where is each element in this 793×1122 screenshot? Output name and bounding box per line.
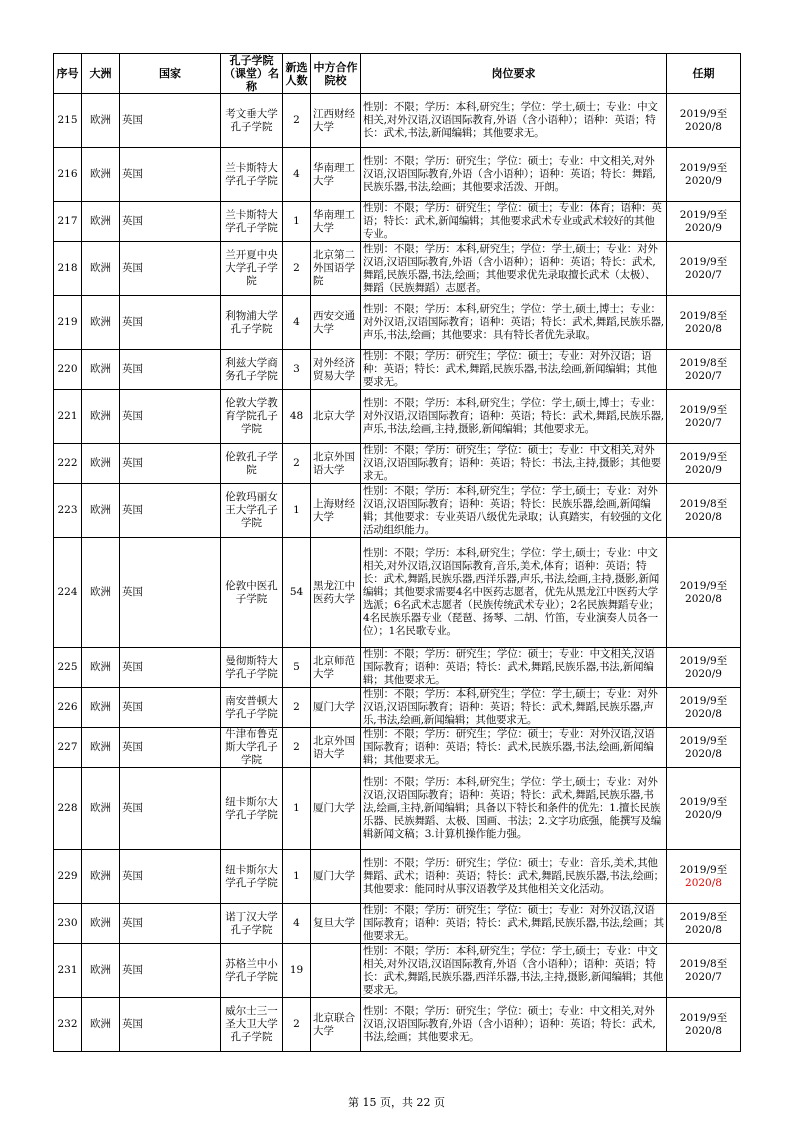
row-institute: 纽卡斯尔大学孔子学院	[221, 768, 283, 850]
row-country: 英国	[120, 850, 221, 904]
row-term	[667, 998, 741, 1052]
term-end: 2020/9	[685, 463, 722, 476]
table-row	[54, 944, 741, 998]
row-country: 英国	[120, 94, 221, 148]
row-partner: 厦门大学	[311, 688, 361, 728]
row-requirements: 性别：不限；学历：研究生；学位：硕士；专业：对外汉语,汉语国际教育；语种：英语；特长：武术,舞蹈,民族乐器,书法,绘画；其他要求无。	[361, 904, 667, 944]
row-institute: 兰卡斯特大学孔子学院	[221, 148, 283, 202]
page-footer: 第 15 页，共 22 页	[348, 1096, 445, 1109]
row-number: 230	[54, 904, 82, 944]
table-row	[54, 296, 741, 350]
row-country: 英国	[120, 390, 221, 444]
row-partner: 厦门大学	[311, 768, 361, 850]
row-country: 英国	[120, 148, 221, 202]
row-partner: 华南理工大学	[311, 148, 361, 202]
row-continent: 欧洲	[82, 944, 120, 998]
term-end: 2020/7	[685, 268, 722, 281]
row-term	[667, 94, 741, 148]
row-country: 英国	[120, 998, 221, 1052]
term-start: 2019/8至	[679, 497, 728, 510]
row-number: 232	[54, 998, 82, 1052]
header-no: 序号	[54, 54, 82, 94]
term-end: 2020/8	[685, 120, 722, 133]
row-partner: 对外经济贸易大学	[311, 350, 361, 390]
volunteer-positions-table	[53, 53, 741, 1052]
term-start: 2019/9至	[679, 450, 728, 463]
row-continent: 欧洲	[82, 296, 120, 350]
table-row	[54, 998, 741, 1052]
term-start: 2019/9至	[679, 255, 728, 268]
row-requirements: 性别：不限；学历：研究生；学位：硕士；专业：对外汉语；语种：英语；特长：武术,舞蹈,民族乐器,书法,绘画,新闻编辑；其他要求无。	[361, 350, 667, 390]
row-requirements: 性别：不限；学历：研究生；学位：硕士；专业：音乐,美术,其他舞蹈、武术；语种：英语；特长：武术,舞蹈,民族乐器,书法,绘画；其他要求：能同时从事汉语教学及其他相关文化活动。	[361, 850, 667, 904]
term-start: 2019/8至	[679, 356, 728, 369]
row-institute: 纽卡斯尔大学孔子学院	[221, 850, 283, 904]
row-requirements: 性别：不限；学历：研究生；学位：硕士；专业：中文相关,对外汉语,汉语国际教育,外语（含小语种）；语种：英语；特长：武术,书法,绘画；其他要求无。	[361, 998, 667, 1052]
term-start: 2019/9至	[679, 795, 728, 808]
row-country: 英国	[120, 728, 221, 768]
row-continent: 欧洲	[82, 94, 120, 148]
term-end: 2020/9	[685, 174, 722, 187]
row-number: 225	[54, 648, 82, 688]
term-end: 2020/8	[685, 923, 722, 936]
row-continent: 欧洲	[82, 148, 120, 202]
row-term	[667, 296, 741, 350]
row-continent: 欧洲	[82, 768, 120, 850]
row-count: 4	[283, 296, 311, 350]
table-row	[54, 768, 741, 850]
row-partner: 北京师范大学	[311, 648, 361, 688]
row-institute: 曼彻斯特大学孔子学院	[221, 648, 283, 688]
table-row	[54, 484, 741, 538]
row-country: 英国	[120, 944, 221, 998]
row-term	[667, 850, 741, 904]
row-term	[667, 728, 741, 768]
term-start: 2019/9至	[679, 863, 728, 876]
term-end: 2020/8	[685, 707, 722, 720]
row-count: 4	[283, 904, 311, 944]
row-requirements: 性别：不限；学历：研究生；学位：硕士；专业：中文相关,对外汉语,汉语国际教育；语种：英语；特长：书法,主持,摄影；其他要求无。	[361, 444, 667, 484]
row-requirements: 性别：不限；学历：研究生；学位：硕士；专业：体育；语种：英语；特长：武术,新闻编辑；其他要求武术专业或武术较好的其他专业。	[361, 202, 667, 242]
table-row	[54, 728, 741, 768]
row-count: 2	[283, 94, 311, 148]
row-number: 227	[54, 728, 82, 768]
row-institute: 利兹大学商务孔子学院	[221, 350, 283, 390]
row-count: 1	[283, 202, 311, 242]
row-count: 2	[283, 242, 311, 296]
row-partner: 黑龙江中医药大学	[311, 538, 361, 648]
header-requirements: 岗位要求	[361, 54, 667, 94]
row-number: 220	[54, 350, 82, 390]
row-country: 英国	[120, 350, 221, 390]
row-partner: 北京外国语大学	[311, 728, 361, 768]
row-institute: 伦敦中医孔子学院	[221, 538, 283, 648]
row-partner: 华南理工大学	[311, 202, 361, 242]
row-partner: 厦门大学	[311, 850, 361, 904]
term-end: 2020/8	[685, 592, 722, 605]
row-institute: 考文垂大学孔子学院	[221, 94, 283, 148]
row-continent: 欧洲	[82, 688, 120, 728]
row-continent: 欧洲	[82, 648, 120, 688]
row-number: 224	[54, 538, 82, 648]
row-continent: 欧洲	[82, 998, 120, 1052]
row-count: 5	[283, 648, 311, 688]
row-institute: 牛津布鲁克斯大学孔子学院	[221, 728, 283, 768]
row-term	[667, 904, 741, 944]
term-start: 2019/8至	[679, 957, 728, 970]
table-row	[54, 850, 741, 904]
header-institute: 孔子学院（课堂）名称	[221, 54, 283, 94]
table-row	[54, 648, 741, 688]
row-partner: 复旦大学	[311, 904, 361, 944]
row-term	[667, 148, 741, 202]
term-end: 2020/8	[685, 322, 722, 335]
term-end: 2020/8	[685, 510, 722, 523]
table-row	[54, 390, 741, 444]
term-start: 2019/9至	[679, 1011, 728, 1024]
row-country: 英国	[120, 538, 221, 648]
row-requirements: 性别：不限；学历：本科,研究生；学位：学士,硕士；专业：对外汉语,汉语国际教育,外语（含小语种）；语种：英语；特长：武术,舞蹈,民族乐器,书法,绘画；其他要求优先录取擅长武术（太极）、舞蹈（民族舞蹈）志愿者。	[361, 242, 667, 296]
row-continent: 欧洲	[82, 202, 120, 242]
row-institute: 威尔士三一圣大卫大学孔子学院	[221, 998, 283, 1052]
header-count: 新选人数	[283, 54, 311, 94]
header-continent: 大洲	[82, 54, 120, 94]
table-row	[54, 444, 741, 484]
row-institute: 伦敦玛丽女王大学孔子学院	[221, 484, 283, 538]
row-count: 19	[283, 944, 311, 998]
row-requirements: 性别：不限；学历：本科,研究生；学位：学士,硕士；专业：中文相关,对外汉语,汉语国际教育,音乐,美术,体育；语种：英语；特长：武术,舞蹈,民族乐器,西洋乐器,声乐,书法,绘画,主持,摄影,新闻编辑；其他要求需要4名中医药志愿者，优先从黑龙江中医药大学选派；6名武术志愿者（民族传统武术专业）；2名民族舞蹈专业；4名民族乐器专业（琵琶、扬琴、二胡、竹笛，专业演奏人员各一位）；1名民歌专业。	[361, 538, 667, 648]
term-start: 2019/9至	[679, 579, 728, 592]
row-requirements: 性别：不限；学历：本科,研究生；学位：学士,硕士；专业：中文相关,对外汉语,汉语国际教育,外语（含小语种）；语种：英语；特长：武术,舞蹈,民族乐器,西洋乐器,书法,主持,摄影,新闻编辑；其他要求无。	[361, 944, 667, 998]
row-number: 231	[54, 944, 82, 998]
term-end: 2020/9	[685, 808, 722, 821]
term-start: 2019/8至	[679, 309, 728, 322]
row-requirements: 性别：不限；学历：研究生；学位：硕士；专业：中文相关,对外汉语,汉语国际教育,外语（含小语种）；语种：英语；特长：舞蹈,民族乐器,书法,绘画；其他要求活泼、开朗。	[361, 148, 667, 202]
term-end: 2020/7	[685, 369, 722, 382]
row-country: 英国	[120, 904, 221, 944]
row-count: 2	[283, 998, 311, 1052]
row-requirements: 性别：不限；学历：本科,研究生；学位：学士,硕士；专业：对外汉语,汉语国际教育；语种：英语；特长：武术,舞蹈,民族乐器,声乐,书法,绘画,新闻编辑；其他要求无。	[361, 688, 667, 728]
row-partner	[311, 944, 361, 998]
row-continent: 欧洲	[82, 444, 120, 484]
row-country: 英国	[120, 768, 221, 850]
term-start: 2019/9至	[679, 208, 728, 221]
row-requirements: 性别：不限；学历：研究生；学位：硕士；专业：对外汉语,汉语国际教育；语种：英语；特长：武术,民族乐器,书法,绘画,新闻编辑；其他要求无。	[361, 728, 667, 768]
row-continent: 欧洲	[82, 390, 120, 444]
term-end: 2020/8	[685, 876, 722, 889]
row-requirements: 性别：不限；学历：本科,研究生；学位：学士,硕士,博士；专业：对外汉语,汉语国际教育；语种：英语；特长：武术,舞蹈,民族乐器,声乐,书法,绘画,主持,摄影,新闻编辑；其他要求无。	[361, 390, 667, 444]
row-partner: 上海财经大学	[311, 484, 361, 538]
row-term	[667, 688, 741, 728]
row-partner: 北京联合大学	[311, 998, 361, 1052]
term-start: 2019/9至	[679, 654, 728, 667]
row-term	[667, 768, 741, 850]
term-start: 2019/9至	[679, 403, 728, 416]
term-end: 2020/9	[685, 667, 722, 680]
row-term	[667, 390, 741, 444]
row-number: 228	[54, 768, 82, 850]
row-term	[667, 484, 741, 538]
row-country: 英国	[120, 202, 221, 242]
row-number: 217	[54, 202, 82, 242]
row-number: 215	[54, 94, 82, 148]
table-row	[54, 242, 741, 296]
term-end: 2020/7	[685, 970, 722, 983]
row-continent: 欧洲	[82, 904, 120, 944]
row-country: 英国	[120, 688, 221, 728]
term-end: 2020/8	[685, 747, 722, 760]
row-number: 221	[54, 390, 82, 444]
row-count: 48	[283, 390, 311, 444]
row-continent: 欧洲	[82, 538, 120, 648]
term-start: 2019/9至	[679, 161, 728, 174]
table-row	[54, 202, 741, 242]
term-end: 2020/9	[685, 221, 722, 234]
header-term: 任期	[667, 54, 741, 94]
term-start: 2019/9至	[679, 107, 728, 120]
row-institute: 苏格兰中小学孔子学院	[221, 944, 283, 998]
row-number: 216	[54, 148, 82, 202]
row-count: 2	[283, 688, 311, 728]
term-end: 2020/7	[685, 416, 722, 429]
row-count: 1	[283, 484, 311, 538]
term-start: 2019/9至	[679, 734, 728, 747]
row-term	[667, 444, 741, 484]
row-institute: 兰卡斯特大学孔子学院	[221, 202, 283, 242]
row-continent: 欧洲	[82, 350, 120, 390]
row-count: 1	[283, 768, 311, 850]
table-row	[54, 148, 741, 202]
row-institute: 利物浦大学孔子学院	[221, 296, 283, 350]
row-institute: 伦敦大学教育学院孔子学院	[221, 390, 283, 444]
row-number: 223	[54, 484, 82, 538]
row-number: 229	[54, 850, 82, 904]
row-country: 英国	[120, 242, 221, 296]
row-continent: 欧洲	[82, 728, 120, 768]
header-row	[54, 54, 741, 94]
term-start: 2019/8至	[679, 910, 728, 923]
row-institute: 南安普顿大学孔子学院	[221, 688, 283, 728]
row-number: 219	[54, 296, 82, 350]
table-row	[54, 688, 741, 728]
row-term	[667, 648, 741, 688]
table-row	[54, 538, 741, 648]
row-country: 英国	[120, 484, 221, 538]
row-count: 4	[283, 148, 311, 202]
row-requirements: 性别：不限；学历：本科,研究生；学位：学士,硕士,博士；专业：对外汉语,汉语国际教育；语种：英语；特长：武术,舞蹈,民族乐器,声乐,书法,绘画；其他要求：具有特长者优先录取。	[361, 296, 667, 350]
row-count: 2	[283, 728, 311, 768]
row-continent: 欧洲	[82, 484, 120, 538]
row-institute: 诺丁汉大学孔子学院	[221, 904, 283, 944]
row-count: 54	[283, 538, 311, 648]
row-requirements: 性别：不限；学历：研究生；学位：硕士；专业：中文相关,汉语国际教育；语种：英语；特长：武术,舞蹈,民族乐器,书法,新闻编辑；其他要求无。	[361, 648, 667, 688]
header-country: 国家	[120, 54, 221, 94]
row-country: 英国	[120, 648, 221, 688]
row-partner: 北京大学	[311, 390, 361, 444]
table-row	[54, 904, 741, 944]
row-institute: 兰开夏中央大学孔子学院	[221, 242, 283, 296]
row-term	[667, 350, 741, 390]
row-requirements: 性别：不限；学历：本科,研究生；学位：学士,硕士；专业：对外汉语,汉语国际教育；语种：英语；特长：民族乐器,绘画,新闻编辑；其他要求：专业英语八级优先录取；认真踏实，有较强的文化活动组织能力。	[361, 484, 667, 538]
row-term	[667, 944, 741, 998]
row-continent: 欧洲	[82, 850, 120, 904]
row-institute: 伦敦孔子学院	[221, 444, 283, 484]
row-count: 2	[283, 444, 311, 484]
row-requirements: 性别：不限；学历：本科,研究生；学位：学士,硕士；专业：中文相关,对外汉语,汉语国际教育,外语（含小语种）；语种：英语；特长：武术,书法,新闻编辑；其他要求无。	[361, 94, 667, 148]
row-count: 1	[283, 850, 311, 904]
row-country: 英国	[120, 444, 221, 484]
row-term	[667, 242, 741, 296]
row-continent: 欧洲	[82, 242, 120, 296]
row-number: 222	[54, 444, 82, 484]
row-number: 226	[54, 688, 82, 728]
row-partner: 北京第二外国语学院	[311, 242, 361, 296]
table-row	[54, 350, 741, 390]
term-start: 2019/9至	[679, 694, 728, 707]
row-partner: 西安交通大学	[311, 296, 361, 350]
row-count: 3	[283, 350, 311, 390]
header-partner: 中方合作院校	[311, 54, 361, 94]
row-partner: 北京外国语大学	[311, 444, 361, 484]
row-requirements: 性别：不限；学历：本科,研究生；学位：学士,硕士；专业：对外汉语,汉语国际教育；语种：英语；特长：武术,舞蹈,民族乐器,书法,绘画,主持,新闻编辑；具备以下特长和条件的优先：1.擅长民族乐器、民族舞蹈、太极、国画、书法；2.文字功底强，能撰写及编辑新闻文稿；3.计算机操作能力强。	[361, 768, 667, 850]
term-end: 2020/8	[685, 1024, 722, 1037]
row-term	[667, 538, 741, 648]
row-term	[667, 202, 741, 242]
row-country: 英国	[120, 296, 221, 350]
row-number: 218	[54, 242, 82, 296]
row-partner: 江西财经大学	[311, 94, 361, 148]
table-row	[54, 94, 741, 148]
